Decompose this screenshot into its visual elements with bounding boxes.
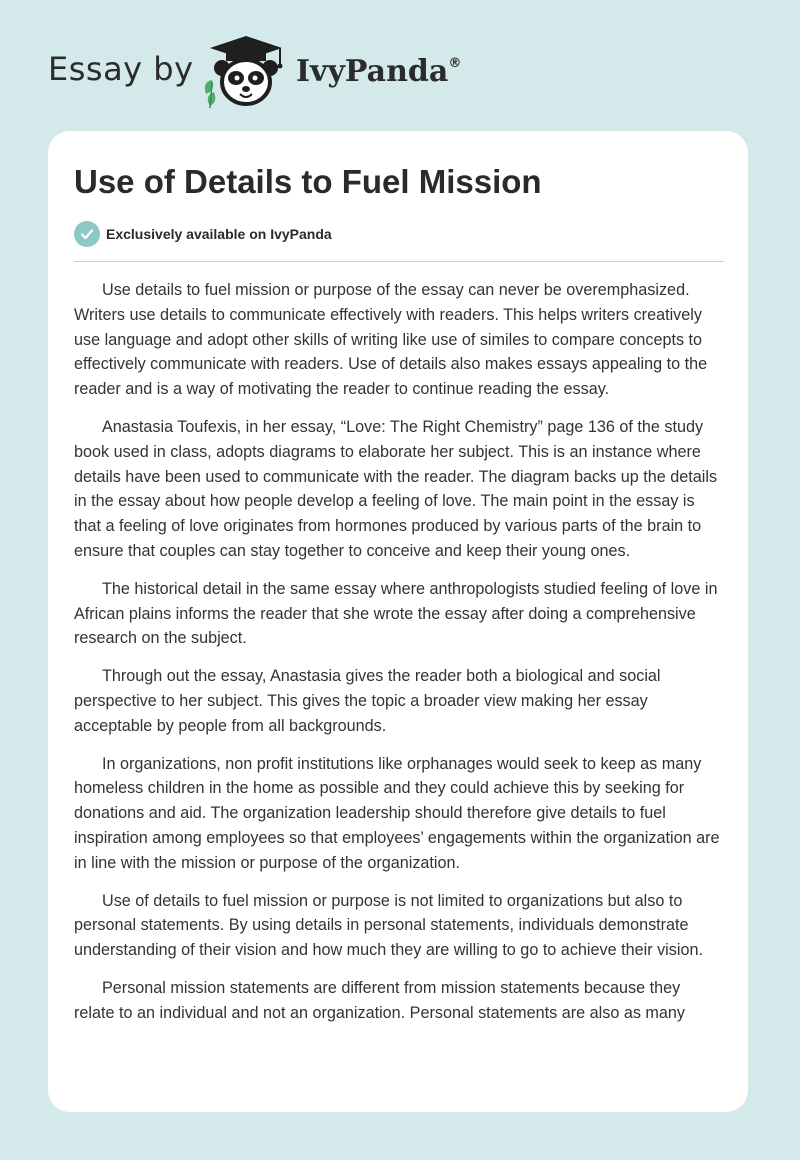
paragraph: Anastasia Toufexis, in her essay, “Love: The Right Chemistry” page 136 of the study book used in class, adopts diagrams to elaborate her subject. This is an instance where details have been used to communicate with the reader. The diagram backs up the details in the essay about how people develop a feeling of love. The main point in the essay is that a feeling of love originates from hormones produced by various parts of the brain to ensure that couples can stay together to conceive and keep their young ones.: [74, 417, 718, 560]
page-title: Use of Details to Fuel Mission: [74, 163, 542, 200]
paragraph: The historical detail in the same essay where anthropologists studied feeling of love in African plains informs the reader that she wrote the essay after doing a comprehensive research on the subject.: [74, 579, 718, 648]
paragraph: Use details to fuel mission or purpose of the essay can never be overemphasized. Writers use details to communicate effectively with readers. This helps writers creatively use language and adopt other skills of writing like use of similes to compare concepts to effectively communicate with readers. Use of details also makes essays appealing to the reader and is a way of motivating the reader to continue reading the essay.: [74, 281, 708, 399]
essay-by-label: Essay by: [48, 50, 194, 88]
essay-card: [48, 131, 748, 1112]
paragraph: In organizations, non profit institutions like orphanages would seek to keep as many homeless children in the home as possible and they could achieve this by seeking for donations and aid. The organization leadership should therefore give details to fuel inspiration among employees so that employees’ engagements within the organization are in line with the mission or purpose of the organization.: [74, 754, 720, 872]
divider: [74, 261, 724, 262]
exclusive-badge-label: Exclusively available on IvyPanda: [106, 226, 332, 242]
checkmark-icon: [74, 221, 100, 247]
exclusive-badge: [74, 221, 332, 247]
brand-logo-text[interactable]: IvyPanda®: [296, 54, 462, 89]
paragraph: Personal mission statements are different from mission statements because they relate to an individual and not an organization. Personal statements are also as many: [74, 978, 685, 1022]
paragraph: Use of details to fuel mission or purpose is not limited to organizations but also to personal statements. By using details in personal statements, individuals demonstrate understanding of their vision and how much they are willing to go to achieve their vision.: [74, 891, 703, 960]
site-header: [0, 0, 800, 130]
paragraph: Through out the essay, Anastasia gives the reader both a biological and social perspective to her subject. This gives the topic a broader view making her essay acceptable by people from all backgrounds.: [74, 667, 661, 735]
panda-graduation-cap-icon[interactable]: [200, 34, 292, 110]
essay-body: [74, 278, 724, 1039]
